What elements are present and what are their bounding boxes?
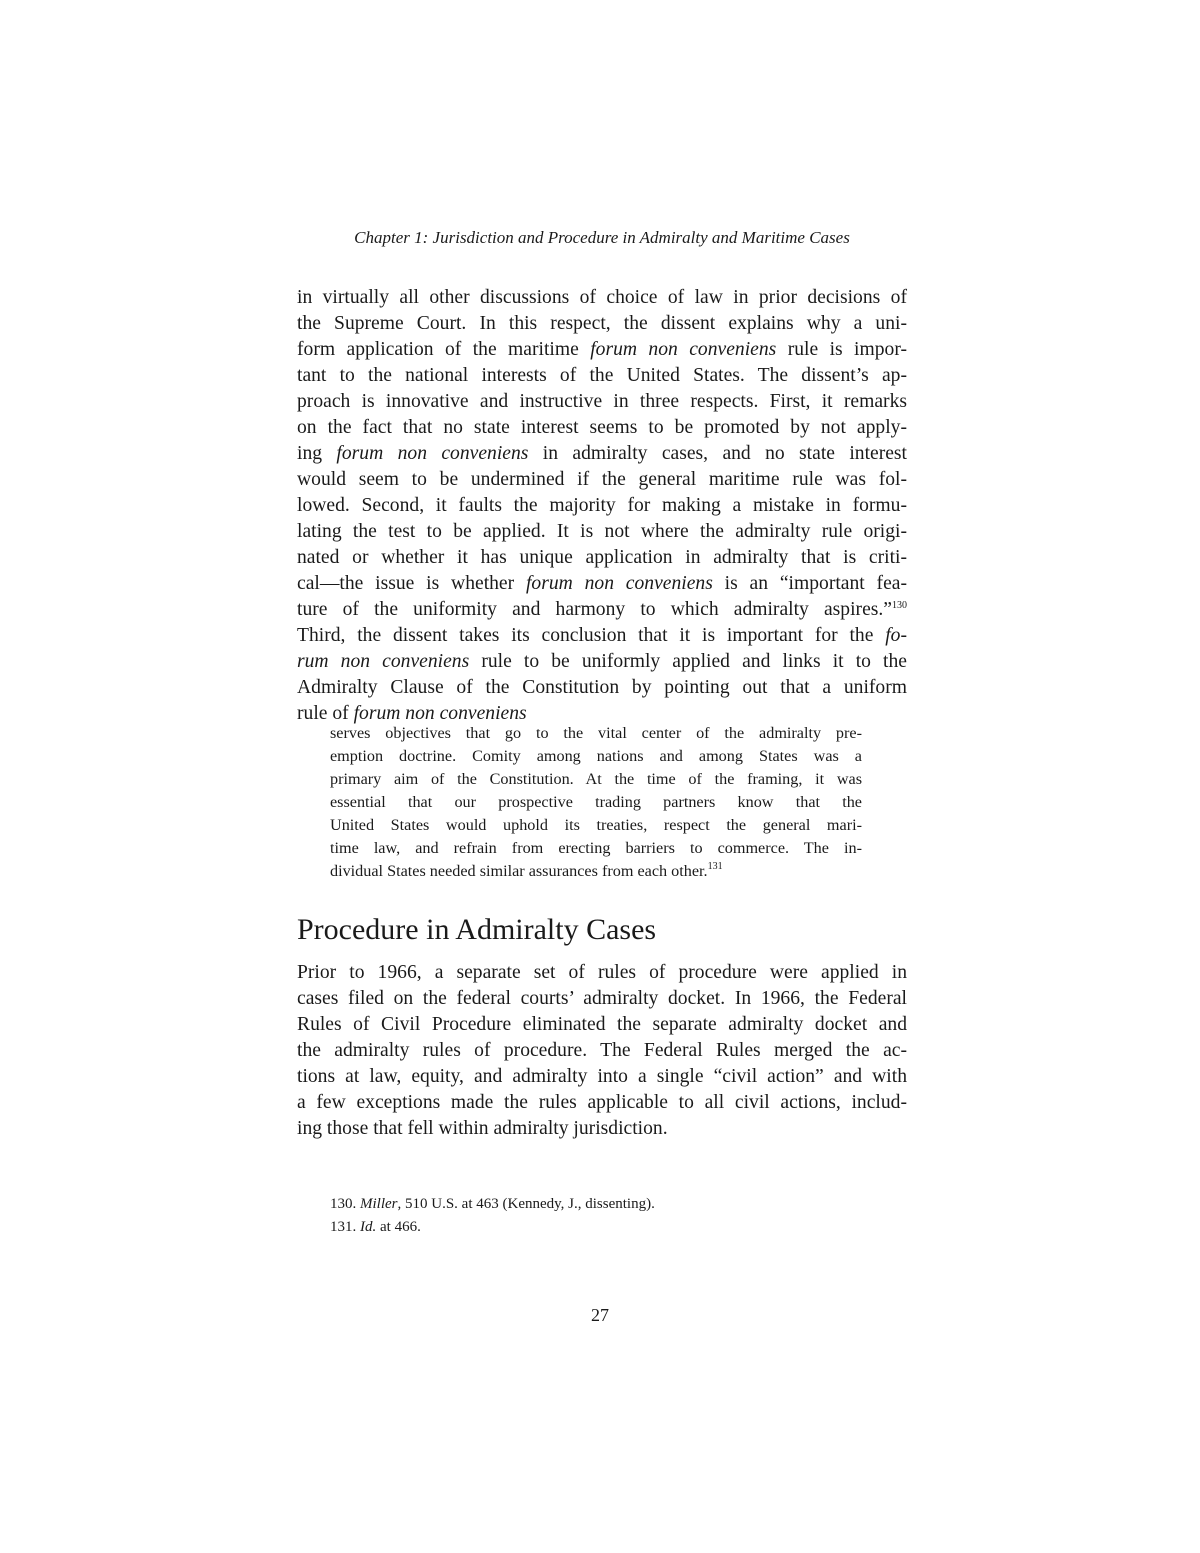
italic-term: forum non conveniens xyxy=(336,443,529,464)
italic-term: forum non conveniens xyxy=(590,339,777,360)
quote-line: essential that our prospective trading partners know that the xyxy=(330,793,862,811)
text-line: Rules of Civil Procedure eliminated the separate admiralty docket and xyxy=(297,1014,907,1035)
footnote-ref: 130 xyxy=(892,600,907,611)
quote-line: primary aim of the Constitution. At the time of the framing, it was xyxy=(330,770,862,788)
text-line: Admiralty Clause of the Constitution by pointing out that a uniform xyxy=(297,677,907,698)
text-line: form application of the maritime forum non conveniens rule is impor- xyxy=(297,339,907,360)
italic-term: forum non conveniens xyxy=(525,573,713,594)
text-line: cal—the issue is whether forum non conveniens is an “important fea- xyxy=(297,573,907,594)
text-line: Prior to 1966, a separate set of rules of procedure were applied in xyxy=(297,962,907,983)
italic-term: fo- xyxy=(885,625,907,646)
procedure-paragraph xyxy=(297,960,907,1142)
footnotes xyxy=(330,1193,890,1239)
text-line: tant to the national interests of the United States. The dissent’s ap- xyxy=(297,365,907,386)
block-quote xyxy=(330,722,862,883)
text-line: Third, the dissent takes its conclusion that it is important for the fo- xyxy=(297,625,907,646)
running-head: Chapter 1: Jurisdiction and Procedure in Admiralty and Maritime Cases xyxy=(354,228,850,247)
quote-line: time law, and refrain from erecting barriers to commerce. The in- xyxy=(330,839,862,857)
text-line: cases filed on the federal courts’ admiralty docket. In 1966, the Federal xyxy=(297,988,907,1009)
text-line: would seem to be undermined if the general maritime rule was fol- xyxy=(297,469,907,490)
text-line: a few exceptions made the rules applicable to all civil actions, includ- xyxy=(297,1092,907,1113)
quote-line: dividual States needed similar assurances from each other.$^{131}$ xyxy=(330,861,723,880)
text-line: rum non conveniens rule to be uniformly applied and links it to the xyxy=(297,651,907,672)
text-line: ing forum non conveniens in admiralty cases, and no state interest xyxy=(297,443,907,464)
footnote: 131. Id. at 466. xyxy=(330,1219,421,1235)
text-line: the admiralty rules of procedure. The Federal Rules merged the ac- xyxy=(297,1040,907,1061)
text-line: on the fact that no state interest seems to be promoted by not apply- xyxy=(297,417,907,438)
quote-line: serves objectives that go to the vital center of the admiralty pre- xyxy=(330,724,862,742)
italic-term: rum non conveniens xyxy=(297,651,470,672)
text-line: proach is innovative and instructive in three respects. First, it remarks xyxy=(297,391,907,412)
footnote-ref: 131 xyxy=(707,861,723,872)
italic-term: forum non conveniens xyxy=(353,703,527,724)
page-number: 27 xyxy=(591,1305,609,1325)
text-line: nated or whether it has unique application in admiralty that is criti- xyxy=(297,547,907,568)
text-line: in virtually all other discussions of choice of law in prior decisions of xyxy=(297,287,907,308)
footnote: 130. Miller, 510 U.S. at 463 (Kennedy, J., dissenting). xyxy=(330,1196,655,1212)
quote-line: emption doctrine. Comity among nations and among States was a xyxy=(330,747,862,765)
text-line: ing those that fell within admiralty jurisdiction. xyxy=(297,1118,668,1139)
text-line: lating the test to be applied. It is not where the admiralty rule origi- xyxy=(297,521,907,542)
section-heading: Procedure in Admiralty Cases xyxy=(297,913,657,946)
text-line: lowed. Second, it faults the majority for making a mistake in formu- xyxy=(297,495,907,516)
text-line: rule of forum non conveniens xyxy=(297,703,527,724)
body-paragraph xyxy=(297,285,907,727)
text-line: the Supreme Court. In this respect, the dissent explains why a uni- xyxy=(297,313,907,334)
text-line: tions at law, equity, and admiralty into a single “civil action” and with xyxy=(297,1066,907,1087)
text-line: ture of the uniformity and harmony to which admiralty aspires.”$^{130}$ xyxy=(297,599,907,620)
quote-line: United States would uphold its treaties, respect the general mari- xyxy=(330,816,862,834)
